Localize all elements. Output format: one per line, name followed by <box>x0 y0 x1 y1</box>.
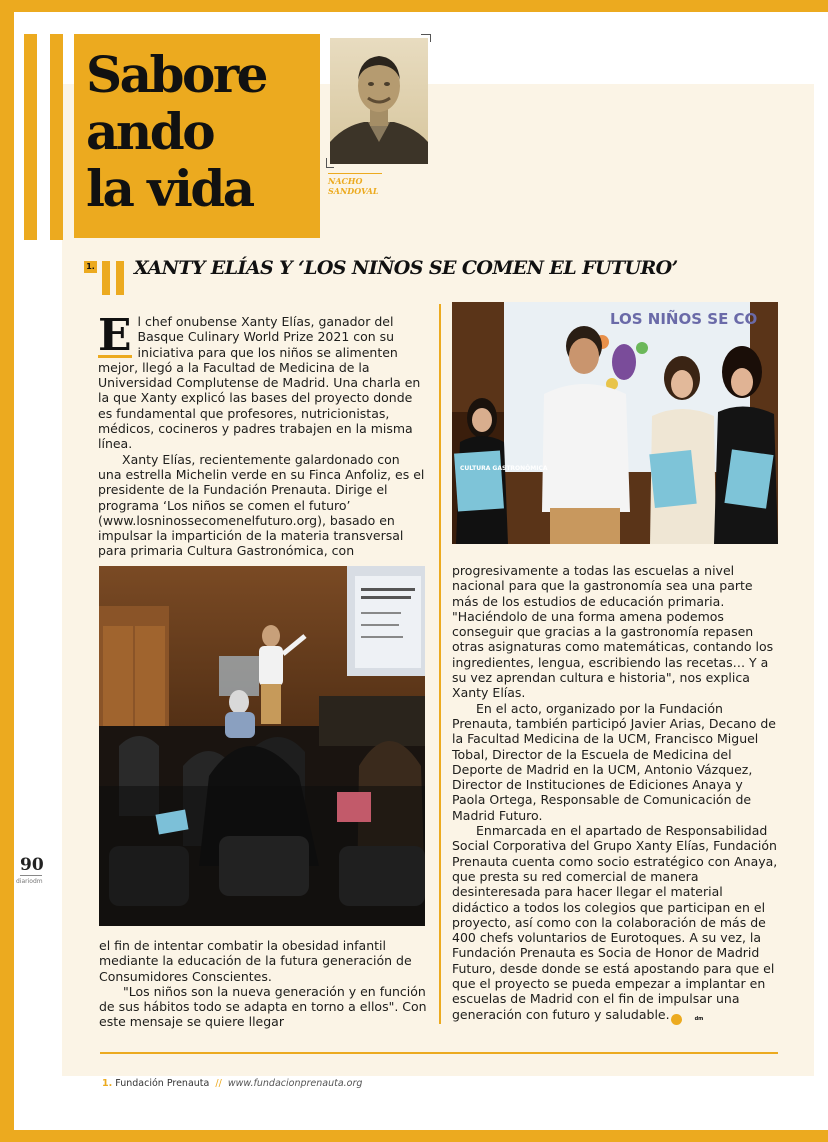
credit-separator: // <box>215 1078 222 1089</box>
column-title-line-1: Sabore <box>86 45 266 104</box>
credit-url: www.fundacionprenauta.org <box>227 1078 363 1089</box>
photo-credit <box>102 1078 362 1089</box>
book-label-1: CULTURA GASTRONÓMICA <box>460 465 548 472</box>
left-column-upper <box>98 310 426 559</box>
paragraph-3: el fin de intentar combatir la obesidad infantil mediante la educación de la futura generación de Consumidores Conscientes. <box>99 938 412 984</box>
paragraph-7: Enmarcada en el apartado de Responsabilidad Social Corporativa del Grupo Xanty Elías, Fundación Prenauta cuenta como socio estratégico con Anaya, que presta su red comercial de manera desinteresada para hacer llegar el material didáctico a todos los colegios que participan en el proyecto, así como con la colaboración de más de 400 chefs voluntarios de Eurotoques. A su vez, la Fundación Prenauta es Socia de Honor de Madrid Futuro, desde donde se está apostando para que el que el proyecto se pueda empezar a implantar en escuelas de Madrid con el fin de impulsar una generación con futuro y saludable. <box>452 823 778 1022</box>
author-rule <box>328 173 382 174</box>
paragraph-4: "Los niños son la nueva generación y en función de sus hábitos todo se adapta en torno a ellos". Con este mensaje se quiere llegar <box>99 983 427 1030</box>
column-title-line-2: ando <box>86 102 214 161</box>
paragraph-2: Xanty Elías, recientemente galardonado con una estrella Michelin verde en su Finca Anfoliz, es el presidente de la Fundación Prenauta. Dirige el programa ‘Los niños se comen el futuro’ (www.losninossecomenelfuturo.org), basado en impulsar la impartición de la materia transversal para primaria Cultura Gastronómica, con <box>98 451 425 559</box>
article-number: 1. <box>84 261 97 273</box>
credit-source: Fundación Prenauta <box>115 1078 210 1089</box>
author-name <box>328 176 378 196</box>
author-portrait <box>330 38 428 164</box>
page-number-rule <box>20 875 42 876</box>
paragraph-intro: l chef onubense Xanty Elías, ganador del Basque Culinary World Prize 2021 con su iniciativa para que los niños se alimenten mejor, llegó a la Facultad de Medicina de la Universidad Complutense de Madrid. Una charla en la que Xanty explicó las bases del proyecto donde es fundamental que profesores, nutricionistas, médicos, cocineros y padres trabajen en la misma línea. <box>98 314 421 452</box>
column-title <box>86 46 266 217</box>
drop-cap: E <box>98 310 132 361</box>
paragraph-5: progresivamente a todas las escuelas a nivel nacional para que la gastronomía sea una parte más de los estudios de educación primaria. "Haciéndolo de una forma amena podemos conseguir que gracias a la gastronomía repasen otras asignaturas como matemáticas, contando los ingredientes, lengua, escribiendo las recetas… Y a su vez aprendan cultura e historia", nos explica Xanty Elías. <box>452 563 774 701</box>
paragraph-6: En el acto, organizado por la Fundación Prenauta, también participó Javier Arias, Decano de la Facultad Medicina de la UCM, Francisco Miguel Tobal, Director de la Escuela de Medicina del Deporte de Madrid en la UCM, Antonio Vázquez, Director de Instituciones de Ediciones Anaya y Paola Ortega, Responsable de Comunicación de Madrid Futuro. <box>452 700 776 823</box>
decor-bar-left <box>24 34 37 240</box>
author-last-name: SANDOVAL <box>328 186 379 196</box>
column-divider <box>439 304 441 1024</box>
decor-bar-right <box>50 34 63 240</box>
column-title-box <box>74 34 320 238</box>
portrait-corner-bottom <box>326 158 334 168</box>
bottom-rule <box>100 1052 778 1054</box>
article-headline: XANTY ELÍAS Y ‘LOS NIÑOS SE COMEN EL FUTURO’ <box>134 257 678 279</box>
group-photo <box>452 302 778 544</box>
column-title-line-3: la vida <box>86 159 253 218</box>
page-number: 90 <box>20 855 44 875</box>
left-column-lower <box>99 938 427 1030</box>
magazine-name: diariodm <box>16 878 43 885</box>
portrait-corner-top <box>421 34 431 42</box>
right-column <box>452 563 780 1025</box>
banner-text: LOS NIÑOS SE CO <box>610 310 758 328</box>
headline-bar-2 <box>116 261 124 295</box>
lecture-photo <box>99 566 425 926</box>
author-first-name: NACHO <box>328 176 363 186</box>
headline-bar-1 <box>102 261 110 295</box>
end-of-article-icon: dm <box>671 1014 682 1025</box>
credit-number: 1. <box>102 1078 113 1089</box>
